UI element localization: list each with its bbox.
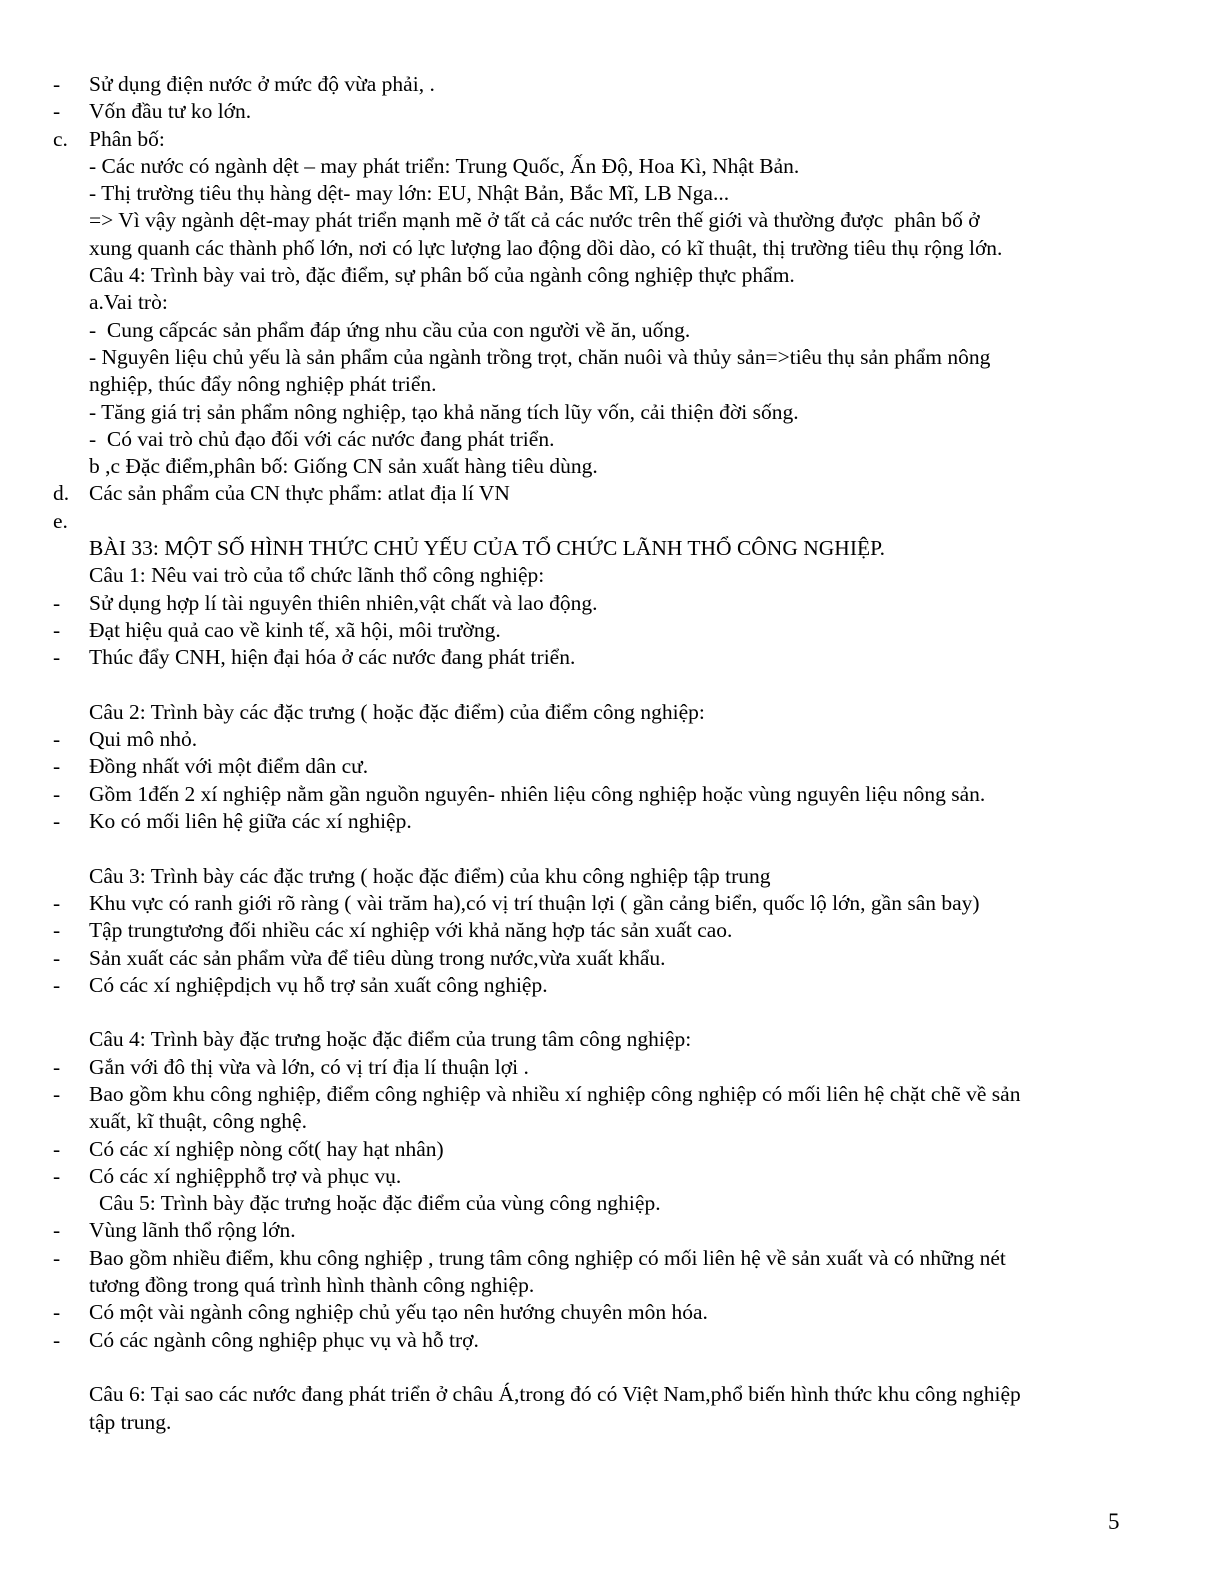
page-number: 5 xyxy=(1108,1509,1120,1534)
blank-line xyxy=(0,999,1224,1026)
list-marker: d. xyxy=(53,481,70,506)
text-line xyxy=(0,1190,1224,1217)
list-marker: c. xyxy=(53,126,68,151)
list-marker: - xyxy=(53,590,61,615)
text-line xyxy=(0,945,1224,972)
text-line xyxy=(0,1272,1224,1299)
text-line xyxy=(0,617,1224,644)
line-text: b ,c Đặc điểm,phân bố: Giống CN sản xuất hàng tiêu dùng. xyxy=(89,454,598,479)
text-line xyxy=(0,590,1224,617)
line-text: Sử dụng điện nước ở mức độ vừa phải, . xyxy=(89,72,435,96)
line-text: Các sản phẩm của CN thực phẩm: atlat địa lí VN xyxy=(89,481,510,506)
line-text: - Có vai trò chủ đạo đối với các nước đang phát triển. xyxy=(89,426,555,451)
line-text: Tập trungtương đối nhiều các xí nghiệp với khả năng hợp tác sản xuất cao. xyxy=(89,918,733,943)
text-line xyxy=(0,426,1224,453)
line-text: tương đồng trong quá trình hình thành công nghiệp. xyxy=(89,1273,535,1298)
blank-line xyxy=(0,835,1224,862)
text-line xyxy=(0,726,1224,753)
text-line xyxy=(0,1409,1224,1436)
text-line xyxy=(0,972,1224,999)
line-text: BÀI 33: MỘT SỐ HÌNH THỨC CHỦ YẾU CỦA TỔ CHỨC LÃNH THỔ CÔNG NGHIỆP. xyxy=(89,536,886,561)
line-text: nghiệp, thúc đẩy nông nghiệp phát triển. xyxy=(89,372,437,397)
line-text: Bao gồm nhiều điểm, khu công nghiệp , trung tâm công nghiệp có mối liên hệ về sản xuất và có những nét xyxy=(89,1245,1006,1270)
line-text: Câu 4: Trình bày đặc trưng hoặc đặc điểm của trung tâm công nghiệp: xyxy=(89,1027,692,1052)
line-text: Có các xí nghiệp nòng cốt( hay hạt nhân) xyxy=(89,1136,444,1161)
list-marker: - xyxy=(53,1054,61,1079)
text-line xyxy=(0,371,1224,398)
list-marker: - xyxy=(53,918,61,943)
list-marker: - xyxy=(53,781,61,806)
line-text: Đồng nhất với một điểm dân cư. xyxy=(89,754,369,779)
line-text: Gắn với đô thị vừa và lớn, có vị trí địa lí thuận lợi . xyxy=(89,1054,529,1079)
text-line xyxy=(0,1299,1224,1326)
list-marker: - xyxy=(53,727,61,752)
list-marker: - xyxy=(53,890,61,915)
list-marker: - xyxy=(53,1327,61,1352)
line-text: - Thị trường tiêu thụ hàng dệt- may lớn: EU, Nhật Bản, Bắc Mĩ, LB Nga... xyxy=(89,181,730,206)
list-marker: - xyxy=(53,1163,61,1188)
line-text: Có các xí nghiệpdịch vụ hỗ trợ sản xuất công nghiệp. xyxy=(89,972,548,997)
line-text: Câu 2: Trình bày các đặc trưng ( hoặc đặc điểm) của điểm công nghiệp: xyxy=(89,699,705,724)
line-text: Vùng lãnh thổ rộng lớn. xyxy=(89,1218,296,1243)
text-line xyxy=(0,562,1224,589)
line-text: Vốn đầu tư ko lớn. xyxy=(89,99,252,124)
list-marker: - xyxy=(53,617,61,642)
line-text: Câu 4: Trình bày vai trò, đặc điểm, sự phân bố của ngành công nghiệp thực phẩm. xyxy=(89,263,795,288)
text-line xyxy=(0,808,1224,835)
list-marker: - xyxy=(53,72,61,96)
line-text: Ko có mối liên hệ giữa các xí nghiệp. xyxy=(89,809,412,834)
text-line xyxy=(0,1327,1224,1354)
line-text: Sử dụng hợp lí tài nguyên thiên nhiên,vật chất và lao động. xyxy=(89,590,598,615)
text-line xyxy=(0,890,1224,917)
line-text: Có các ngành công nghiệp phục vụ và hỗ trợ. xyxy=(89,1327,479,1352)
text-line xyxy=(0,98,1224,125)
text-line xyxy=(0,262,1224,289)
text-line xyxy=(0,126,1224,153)
line-text: - Nguyên liệu chủ yếu là sản phẩm của ngành trồng trọt, chăn nuôi và thủy sản=>tiêu thụ sản phẩm nông xyxy=(89,344,991,369)
text-line xyxy=(0,399,1224,426)
text-line xyxy=(0,508,1224,535)
text-line xyxy=(0,1163,1224,1190)
text-line xyxy=(0,1245,1224,1272)
list-marker: - xyxy=(53,809,61,834)
list-marker: - xyxy=(53,645,61,670)
text-line xyxy=(0,289,1224,316)
list-marker: e. xyxy=(53,508,68,533)
list-marker: - xyxy=(53,972,61,997)
line-text: Câu 5: Trình bày đặc trưng hoặc đặc điểm của vùng công nghiệp. xyxy=(99,1191,661,1216)
line-text: Sản xuất các sản phẩm vừa để tiêu dùng trong nước,vừa xuất khẩu. xyxy=(89,945,666,970)
document-body xyxy=(0,71,1224,1436)
text-line xyxy=(0,1026,1224,1053)
text-line xyxy=(0,917,1224,944)
text-line xyxy=(0,1217,1224,1244)
text-line xyxy=(0,644,1224,671)
text-line xyxy=(0,235,1224,262)
text-line xyxy=(0,180,1224,207)
blank-line xyxy=(0,672,1224,699)
line-text: Khu vực có ranh giới rõ ràng ( vài trăm ha),có vị trí thuận lợi ( gần cảng biển, quốc lộ lớn, gần sân bay) xyxy=(89,890,980,915)
text-line xyxy=(0,535,1224,562)
text-line xyxy=(0,1381,1224,1408)
text-line xyxy=(0,344,1224,371)
line-text: Có các xí nghiệpphỗ trợ và phục vụ. xyxy=(89,1163,402,1188)
text-line xyxy=(0,71,1224,98)
list-marker: - xyxy=(53,1136,61,1161)
line-text: Bao gồm khu công nghiệp, điểm công nghiệp và nhiều xí nghiệp công nghiệp có mối liên hệ chặt chẽ về sản xyxy=(89,1081,1021,1106)
text-line xyxy=(0,207,1224,234)
line-text: Câu 6: Tại sao các nước đang phát triển ở châu Á,trong đó có Việt Nam,phổ biến hình thức khu công nghiệp xyxy=(89,1382,1021,1407)
line-text: => Vì vậy ngành dệt-may phát triển mạnh mẽ ở tất cả các nước trên thế giới và thường được phân bố ở xyxy=(89,208,980,233)
line-text: xuất, kĩ thuật, công nghệ. xyxy=(89,1109,307,1134)
text-line xyxy=(0,1054,1224,1081)
text-line xyxy=(0,317,1224,344)
text-line xyxy=(0,1081,1224,1108)
list-marker: - xyxy=(53,754,61,779)
text-line xyxy=(0,781,1224,808)
line-text: Đạt hiệu quả cao về kinh tế, xã hội, môi trường. xyxy=(89,617,501,642)
list-marker: - xyxy=(53,99,61,124)
text-line xyxy=(0,153,1224,180)
list-marker: - xyxy=(53,1081,61,1106)
line-text: Câu 1: Nêu vai trò của tổ chức lãnh thổ công nghiệp: xyxy=(89,563,545,588)
line-text: a.Vai trò: xyxy=(89,290,168,315)
line-text: xung quanh các thành phố lớn, nơi có lực lượng lao động dồi dào, có kĩ thuật, thị trường tiêu thụ rộng lớn. xyxy=(89,235,1003,260)
list-marker: - xyxy=(53,945,61,970)
text-line xyxy=(0,1108,1224,1135)
text-line xyxy=(0,480,1224,507)
line-text: Câu 3: Trình bày các đặc trưng ( hoặc đặc điểm) của khu công nghiệp tập trung xyxy=(89,863,771,888)
list-marker: - xyxy=(53,1300,61,1325)
list-marker: - xyxy=(53,1245,61,1270)
list-marker: - xyxy=(53,1218,61,1243)
line-text: Có một vài ngành công nghiệp chủ yếu tạo nên hướng chuyên môn hóa. xyxy=(89,1300,708,1325)
line-text: Phân bố: xyxy=(89,126,165,151)
line-text: - Các nước có ngành dệt – may phát triển: Trung Quốc, Ấn Độ, Hoa Kì, Nhật Bản. xyxy=(89,153,800,178)
line-text: - Tăng giá trị sản phẩm nông nghiệp, tạo khả năng tích lũy vốn, cải thiện đời sống. xyxy=(89,399,799,424)
text-line xyxy=(0,863,1224,890)
blank-line xyxy=(0,1354,1224,1381)
line-text: - Cung cấpcác sản phẩm đáp ứng nhu cầu của con người về ăn, uống. xyxy=(89,317,691,342)
text-line xyxy=(0,753,1224,780)
text-line xyxy=(0,453,1224,480)
line-text: tập trung. xyxy=(89,1409,172,1434)
line-text: Qui mô nhỏ. xyxy=(89,727,198,752)
text-line xyxy=(0,699,1224,726)
line-text: Gồm 1đến 2 xí nghiệp nằm gần nguồn nguyên- nhiên liệu công nghiệp hoặc vùng nguyên liệu nông sản. xyxy=(89,781,986,806)
text-line xyxy=(0,1136,1224,1163)
line-text: Thúc đẩy CNH, hiện đại hóa ở các nước đang phát triển. xyxy=(89,645,576,670)
